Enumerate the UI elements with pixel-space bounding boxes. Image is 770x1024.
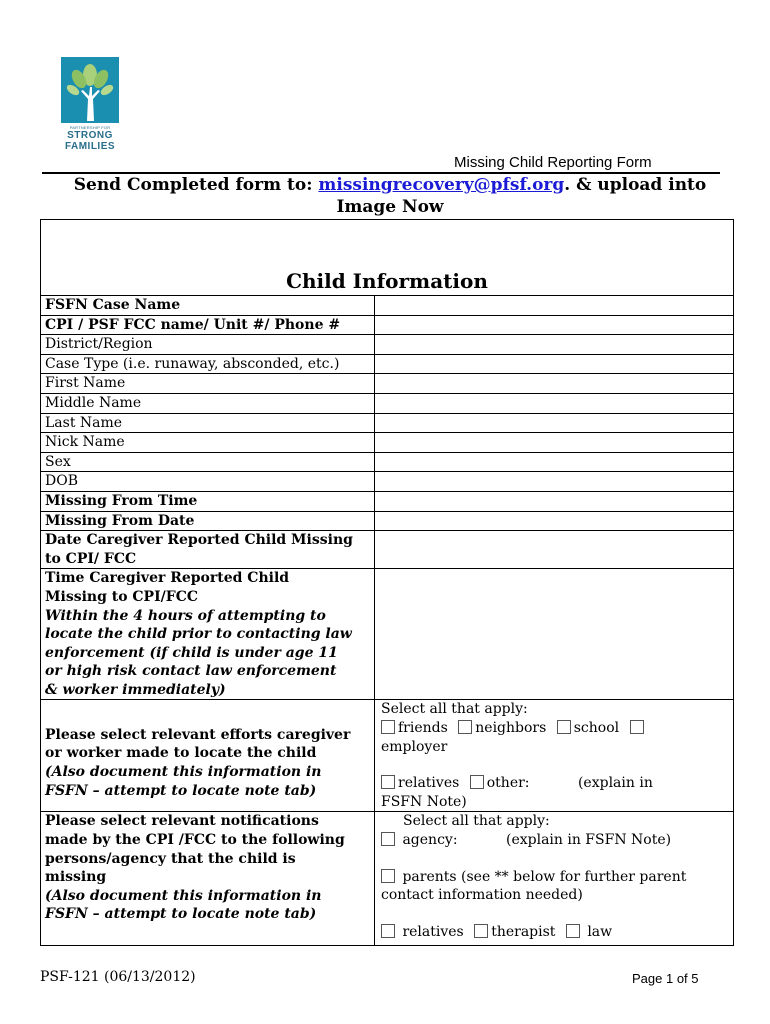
send-line2: Image Now — [336, 197, 444, 217]
employer-checkbox[interactable] — [630, 720, 644, 734]
logo-line2: STRONG — [67, 130, 113, 141]
friends-checkbox[interactable] — [381, 720, 395, 734]
table-row — [41, 433, 734, 453]
send-suffix: . & upload into — [564, 175, 707, 195]
child-information-table — [40, 219, 734, 946]
field-label: CPI / PSF FCC name/ Unit #/ Phone # — [41, 315, 375, 335]
field-label: Missing From Time — [41, 491, 375, 511]
field-label: FSFN Case Name — [41, 296, 375, 316]
caregiver-date-input[interactable] — [375, 531, 734, 569]
field-label: Last Name — [41, 413, 375, 433]
field-label: Missing From Date — [41, 511, 375, 531]
table-row — [41, 700, 734, 812]
table-row — [41, 569, 734, 700]
law-checkbox[interactable] — [566, 924, 580, 938]
page-number: Page 1 of 5 — [632, 971, 699, 986]
table-row — [41, 393, 734, 413]
field-input[interactable] — [375, 413, 734, 433]
field-input[interactable] — [375, 354, 734, 374]
table-row — [41, 413, 734, 433]
field-input[interactable] — [375, 452, 734, 472]
efforts-select-all: Select all that apply: — [381, 701, 528, 718]
field-label: Sex — [41, 452, 375, 472]
efforts-options: Select all that apply: friends neighbors school employer relatives other: (explain in FSFN Note) — [375, 700, 734, 812]
field-input[interactable] — [375, 511, 734, 531]
notifications-options: Select all that apply: agency: (explain in FSFN Note) parents (see ** below for further parent contact information needed) relatives therapist law — [375, 812, 734, 946]
tree-logo-icon — [61, 57, 119, 123]
agency-checkbox[interactable] — [381, 832, 395, 846]
other-checkbox[interactable] — [470, 775, 484, 789]
table-row — [41, 531, 734, 569]
field-label: Middle Name — [41, 393, 375, 413]
caregiver-time-label: Time Caregiver Reported Child Missing to CPI/FCC Within the 4 hours of attempting to locate the child prior to contacting law enforcement (if child is under age 11 or high risk contact law enforcement & worker immediately) — [41, 569, 375, 700]
field-input[interactable] — [375, 472, 734, 492]
caregiver-date-label: Date Caregiver Reported Child Missing to CPI/ FCC — [41, 531, 375, 569]
psf-logo — [61, 57, 119, 153]
field-input[interactable] — [375, 315, 734, 335]
send-instructions — [40, 174, 740, 218]
table-row — [41, 315, 734, 335]
parents-checkbox[interactable] — [381, 869, 395, 883]
field-input[interactable] — [375, 393, 734, 413]
notifications-label: Please select relevant notifications made by the CPI /FCC to the following persons/agency that the child is missing (Also document this information in FSFN – attempt to locate note tab) — [41, 812, 375, 946]
form-number: PSF-121 (06/13/2012) — [40, 969, 196, 985]
therapist-checkbox[interactable] — [474, 924, 488, 938]
table-row — [41, 335, 734, 355]
logo-line1: PARTNERSHIP FOR — [69, 125, 111, 130]
efforts-label: Please select relevant efforts caregiver or worker made to locate the child (Also document this information in FSFN – attempt to locate note tab) — [41, 700, 375, 812]
notify-relatives-checkbox[interactable] — [381, 924, 395, 938]
table-row — [41, 296, 734, 316]
field-label: District/Region — [41, 335, 375, 355]
field-label: Nick Name — [41, 433, 375, 453]
table-row — [41, 374, 734, 394]
school-checkbox[interactable] — [557, 720, 571, 734]
table-row — [41, 472, 734, 492]
table-row — [41, 354, 734, 374]
field-label: First Name — [41, 374, 375, 394]
field-input[interactable] — [375, 433, 734, 453]
table-row — [41, 511, 734, 531]
send-prefix: Send Completed form to: — [73, 175, 313, 195]
field-input[interactable] — [375, 491, 734, 511]
section-title: Child Information — [41, 220, 734, 296]
caregiver-time-input[interactable] — [375, 569, 734, 700]
neighbors-checkbox[interactable] — [458, 720, 472, 734]
field-input[interactable] — [375, 374, 734, 394]
field-label: Case Type (i.e. runaway, absconded, etc.) — [41, 354, 375, 374]
table-row — [41, 812, 734, 946]
relatives-checkbox[interactable] — [381, 775, 395, 789]
field-label: DOB — [41, 472, 375, 492]
logo-line3: FAMILIES — [64, 141, 116, 152]
table-row — [41, 452, 734, 472]
form-title: Missing Child Reporting Form — [454, 154, 652, 171]
field-input[interactable] — [375, 335, 734, 355]
submission-email-link[interactable]: missingrecovery@pfsf.org — [318, 175, 565, 195]
field-input[interactable] — [375, 296, 734, 316]
table-row — [41, 491, 734, 511]
